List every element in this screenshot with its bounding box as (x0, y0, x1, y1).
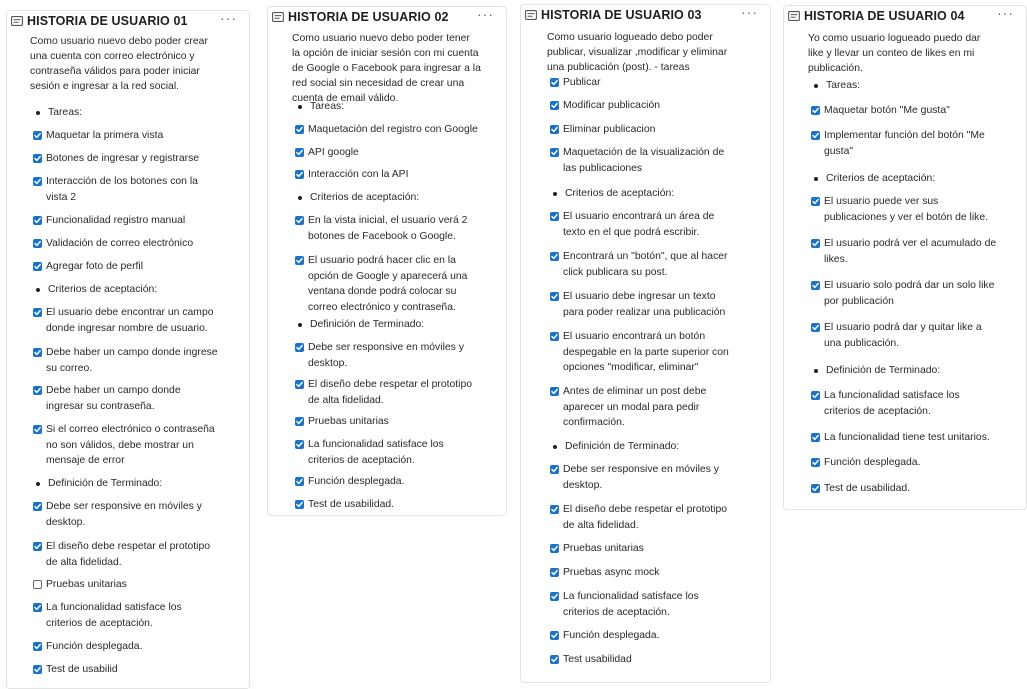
checkbox-checked-icon[interactable] (550, 101, 559, 110)
item-text-line: mensaje de error (46, 455, 125, 466)
checkbox-checked-icon[interactable] (550, 592, 559, 601)
checkbox-checked-icon[interactable] (811, 458, 820, 467)
card-description (808, 31, 1022, 76)
item-text-line: El usuario debe ingresar un texto (563, 291, 716, 302)
card-icon (788, 11, 800, 21)
item-text-line: desktop. (46, 516, 86, 528)
card-header (268, 7, 506, 29)
item-text (563, 249, 762, 280)
card-icon (11, 16, 23, 26)
description-line: una cuenta con correo electrónico y (30, 51, 195, 62)
item-text (826, 363, 1020, 379)
item-text (563, 652, 762, 668)
item-text-line: Test usabilidad (563, 654, 632, 665)
item-text-line: Debe ser responsive en móviles y (563, 464, 719, 475)
item-text-line: La funcionalidad satisface los (563, 591, 699, 602)
item-text (308, 414, 498, 430)
checkbox-checked-icon[interactable] (550, 505, 559, 514)
item-text-line: La funcionalidad satisface los (824, 390, 960, 401)
item-text-line: Pruebas unitarias (308, 416, 389, 427)
item-text-line: Criterios de aceptación: (826, 173, 936, 184)
item-text-line: gusta" (824, 145, 854, 157)
description-line: cuenta de email válido. (292, 93, 399, 104)
item-text-line: Test de usabilidad. (824, 483, 911, 494)
description-line: Como usuario logueado debo poder (547, 32, 713, 43)
description-line: Como usuario nuevo debo poder tener (292, 33, 470, 44)
item-text (563, 462, 762, 493)
checkbox-checked-icon[interactable] (295, 380, 304, 389)
item-text-line: Agregar foto de perfil (46, 261, 144, 272)
story-card[interactable] (783, 5, 1027, 510)
item-text-line: de alta fidelidad. (563, 519, 639, 531)
item-text (824, 430, 1018, 446)
bullet-icon (36, 482, 40, 486)
checkbox-checked-icon[interactable] (550, 655, 559, 664)
item-text-line: correo electrónico y contraseña. (308, 301, 456, 313)
more-options-icon[interactable]: ··· (997, 5, 1014, 21)
item-text-line: opciones "modificar, eliminar" (563, 362, 699, 373)
item-text-line: likes. (824, 253, 848, 265)
item-text-line: Publicar (563, 77, 601, 88)
item-text (46, 662, 241, 678)
bullet-icon (553, 192, 557, 196)
checkbox-checked-icon[interactable] (295, 256, 304, 265)
item-text-line: una publicación. (824, 337, 900, 349)
checkbox-checked-icon[interactable] (550, 387, 559, 396)
checkbox-checked-icon[interactable] (33, 308, 42, 317)
item-text-line: Encontrará un "botón", que al hacer (563, 251, 728, 262)
checkbox-unchecked-icon[interactable] (33, 580, 42, 589)
item-text-line: El usuario puede ver sus (824, 196, 939, 207)
item-text (310, 99, 500, 115)
item-text-line: Tareas: (48, 107, 83, 118)
checkbox-checked-icon[interactable] (33, 348, 42, 357)
item-text-line: Pruebas unitarias (46, 579, 127, 590)
story-card[interactable] (6, 10, 250, 689)
item-text-line: confirmación. (563, 417, 625, 428)
item-text (308, 253, 498, 315)
checkbox-checked-icon[interactable] (811, 484, 820, 493)
description-line: Como usuario nuevo debo poder crear (30, 36, 208, 47)
item-text (824, 236, 1018, 267)
card-title: HISTORIA DE USUARIO 02 (288, 10, 449, 24)
item-text (563, 75, 762, 91)
checkbox-checked-icon[interactable] (295, 170, 304, 179)
description-line: like y llevar un conteo de likes en mi (808, 48, 975, 59)
item-text-line: El usuario encontrará un botón (563, 331, 706, 342)
card-description (30, 34, 244, 94)
item-text-line: Test de usabilidad. (308, 499, 395, 510)
item-text (308, 145, 498, 161)
item-text (563, 628, 762, 644)
item-text-line: Función desplegada. (46, 641, 143, 652)
card-description (292, 31, 502, 106)
item-text (824, 455, 1018, 471)
bullet-icon (36, 111, 40, 115)
checkbox-checked-icon[interactable] (811, 281, 820, 290)
more-options-icon[interactable]: ··· (741, 4, 758, 20)
description-line: la opción de iniciar sesión con mi cuenta (292, 48, 479, 59)
checkbox-checked-icon[interactable] (33, 216, 42, 225)
item-text-line: las publicaciones (563, 162, 643, 174)
checkbox-checked-icon[interactable] (33, 262, 42, 271)
item-text-line: criterios de aceptación. (308, 454, 415, 466)
checkbox-checked-icon[interactable] (811, 239, 820, 248)
item-text-line: click publicara su post. (563, 266, 668, 278)
item-text-line: Debe ser responsive en móviles y (46, 501, 202, 512)
item-text (46, 213, 241, 229)
item-text-line: El usuario debe encontrar un campo (46, 307, 214, 318)
item-text-line: La funcionalidad satisface los (46, 602, 182, 613)
checkbox-checked-icon[interactable] (811, 323, 820, 332)
card-title: HISTORIA DE USUARIO 04 (804, 9, 965, 23)
checkbox-checked-icon[interactable] (33, 603, 42, 612)
item-text-line: criterios de aceptación. (563, 606, 670, 618)
item-text-line: desktop. (308, 357, 348, 369)
item-text (563, 98, 762, 114)
checkbox-checked-icon[interactable] (33, 177, 42, 186)
checkbox-checked-icon[interactable] (811, 391, 820, 400)
item-text-line: El diseño debe respetar el prototipo (308, 379, 473, 390)
checkbox-checked-icon[interactable] (550, 148, 559, 157)
bullet-icon (814, 369, 818, 373)
checkbox-checked-icon[interactable] (550, 125, 559, 134)
more-options-icon[interactable]: ··· (477, 6, 494, 22)
description-line: Yo como usuario logueado puedo dar (808, 33, 981, 44)
item-text (46, 577, 241, 593)
item-text (308, 474, 498, 490)
item-text (46, 174, 241, 205)
checkbox-checked-icon[interactable] (33, 665, 42, 674)
item-text-line: El usuario podrá hacer clic en la (308, 255, 456, 266)
checkbox-checked-icon[interactable] (295, 216, 304, 225)
item-text (824, 128, 1018, 159)
item-text (46, 345, 241, 376)
item-text-line: Interacción con la API (308, 169, 409, 180)
item-text-line: La funcionalidad satisface los (308, 439, 444, 450)
checkbox-checked-icon[interactable] (33, 502, 42, 511)
item-text (308, 437, 498, 468)
checkbox-checked-icon[interactable] (33, 642, 42, 651)
item-text-line: para poder realizar una publicación (563, 306, 726, 318)
story-card[interactable] (520, 4, 771, 683)
description-line: red social sin necesidad de crear una (292, 78, 465, 89)
item-text-line: Tareas: (310, 101, 345, 112)
checkbox-checked-icon[interactable] (550, 252, 559, 261)
item-text (308, 122, 498, 138)
item-text-line: Debe haber un campo donde ingrese (46, 347, 218, 358)
item-text (563, 541, 762, 557)
item-text (46, 259, 241, 275)
bullet-icon (298, 323, 302, 327)
item-text (308, 213, 498, 244)
item-text-line: En la vista inicial, el usuario verá 2 (308, 215, 468, 226)
card-title: HISTORIA DE USUARIO 03 (541, 8, 702, 22)
item-text-line: Maquetar la primera vista (46, 130, 164, 141)
item-text-line: Pruebas unitarias (563, 543, 644, 554)
bullet-icon (298, 105, 302, 109)
card-header (784, 6, 1026, 28)
item-text-line: Maquetar botón "Me gusta" (824, 105, 950, 116)
item-text-line: Criterios de aceptación: (565, 188, 675, 199)
item-text-line: El usuario solo podrá dar un solo like (824, 280, 995, 291)
item-text (563, 502, 762, 533)
checkbox-checked-icon[interactable] (811, 131, 820, 140)
item-text (563, 565, 762, 581)
description-line: publicar, visualizar ,modificar y eliminar (547, 47, 728, 58)
item-text (46, 639, 241, 655)
checkbox-checked-icon[interactable] (811, 433, 820, 442)
checkbox-checked-icon[interactable] (550, 544, 559, 553)
item-text-line: texto en el que podrá escribir. (563, 226, 700, 238)
item-text-line: Función desplegada. (308, 476, 405, 487)
checkbox-checked-icon[interactable] (295, 343, 304, 352)
checkbox-checked-icon[interactable] (295, 477, 304, 486)
checkbox-checked-icon[interactable] (811, 197, 820, 206)
item-text (310, 190, 500, 206)
checkbox-checked-icon[interactable] (33, 131, 42, 140)
item-text (310, 317, 500, 333)
checkbox-checked-icon[interactable] (295, 148, 304, 157)
item-text (308, 340, 498, 371)
item-text-line: El usuario podrá dar y quitar like a (824, 322, 982, 333)
item-text-line: Implementar función del botón "Me (824, 130, 985, 141)
item-text-line: Eliminar publicacion (563, 124, 656, 135)
description-line: de Google o Facebook para ingresar a la (292, 63, 481, 74)
description-line: sesión e ingresar a la red social. (30, 81, 180, 92)
item-text-line: Función desplegada. (824, 457, 921, 468)
story-card[interactable] (267, 6, 507, 516)
bullet-icon (553, 445, 557, 449)
item-text-line: Definición de Terminado: (826, 365, 941, 376)
more-options-icon[interactable]: ··· (220, 10, 237, 26)
item-text (563, 122, 762, 138)
item-text-line: Definición de Terminado: (565, 441, 680, 452)
card-description (547, 30, 768, 75)
checkbox-checked-icon[interactable] (295, 125, 304, 134)
item-text-line: de alta fidelidad. (46, 556, 122, 568)
item-text-line: Test de usabilid (46, 664, 118, 675)
checkbox-checked-icon[interactable] (550, 465, 559, 474)
item-text (824, 388, 1018, 419)
checkbox-checked-icon[interactable] (550, 212, 559, 221)
card-icon (272, 12, 284, 22)
item-text-line: botones de Facebook o Google. (308, 230, 456, 242)
item-text-line: criterios de aceptación. (824, 405, 931, 417)
item-text (563, 289, 762, 320)
bullet-icon (814, 84, 818, 88)
item-text-line: por publicación (824, 295, 894, 307)
item-text (308, 497, 498, 513)
checkbox-checked-icon[interactable] (550, 78, 559, 87)
item-text (46, 539, 241, 570)
item-text (563, 589, 762, 620)
card-icon (525, 10, 537, 20)
item-text-line: El diseño debe respetar el prototipo (46, 541, 211, 552)
item-text-line: Antes de eliminar un post debe (563, 386, 707, 397)
item-text-line: Botones de ingresar y registrarse (46, 153, 200, 164)
item-text (46, 600, 241, 631)
item-text (308, 167, 498, 183)
item-text (824, 103, 1018, 119)
item-text (46, 305, 241, 336)
item-text-line: Definición de Terminado: (48, 478, 163, 489)
description-line: contraseña válidos para poder iniciar (30, 66, 200, 77)
checkbox-checked-icon[interactable] (550, 332, 559, 341)
card-title: HISTORIA DE USUARIO 01 (27, 14, 188, 28)
item-text-line: Validación de correo electrónico (46, 238, 194, 249)
item-text-line: La funcionalidad tiene test unitarios. (824, 432, 990, 443)
checkbox-checked-icon[interactable] (550, 568, 559, 577)
item-text-line: Funcionalidad registro manual (46, 215, 186, 226)
item-text (824, 194, 1018, 225)
item-text-line: Si el correo electrónico o contraseña (46, 424, 215, 435)
checkbox-checked-icon[interactable] (33, 239, 42, 248)
item-text-line: El diseño debe respetar el prototipo (563, 504, 728, 515)
item-text-line: Tareas: (826, 80, 861, 91)
item-text-line: Maquetación del registro con Google (308, 124, 478, 135)
item-text-line: Interacción de los botones con la (46, 176, 198, 187)
description-line: publicación. (808, 63, 863, 74)
checkbox-checked-icon[interactable] (550, 631, 559, 640)
item-text-line: El usuario encontrará un área de (563, 211, 715, 222)
item-text-line: desktop. (563, 479, 603, 491)
item-text-line: ventana donde podrá colocar su (308, 286, 457, 297)
item-text-line: Debe haber un campo donde (46, 385, 181, 396)
checkbox-checked-icon[interactable] (33, 425, 42, 434)
item-text-line: El usuario podrá ver el acumulado de (824, 238, 997, 249)
item-text (46, 383, 241, 414)
item-text-line: criterios de aceptación. (46, 617, 153, 629)
checkbox-checked-icon[interactable] (33, 542, 42, 551)
item-text-line: Criterios de aceptación: (310, 192, 420, 203)
item-text (48, 105, 243, 121)
item-text (46, 499, 241, 530)
item-text-line: Función desplegada. (563, 630, 660, 641)
item-text-line: Criterios de aceptación: (48, 284, 158, 295)
item-text (563, 384, 762, 431)
item-text-line: vista 2 (46, 191, 77, 203)
item-text (46, 236, 241, 252)
item-text (46, 151, 241, 167)
card-header (521, 5, 770, 27)
checkbox-checked-icon[interactable] (33, 154, 42, 163)
item-text-line: Maquetación de la visualización de (563, 147, 725, 158)
item-text (308, 377, 498, 408)
item-text (48, 282, 243, 298)
item-text (563, 329, 762, 376)
checkbox-checked-icon[interactable] (550, 292, 559, 301)
item-text (565, 186, 764, 202)
item-text (48, 476, 243, 492)
checkbox-checked-icon[interactable] (295, 440, 304, 449)
card-header (7, 11, 249, 33)
bullet-icon (36, 288, 40, 292)
item-text (563, 145, 762, 176)
item-text (46, 128, 241, 144)
item-text-line: su correo. (46, 362, 93, 374)
description-line: una publicación (post). - tareas (547, 62, 690, 73)
bullet-icon (298, 196, 302, 200)
bullet-icon (814, 177, 818, 181)
item-text-line: ingresar su contraseña. (46, 400, 155, 412)
item-text-line: de alta fidelidad. (308, 394, 384, 406)
item-text (824, 320, 1018, 351)
item-text-line: Modificar publicación (563, 100, 661, 111)
item-text-line: despegable en la parte superior con (563, 346, 729, 358)
item-text (824, 278, 1018, 309)
item-text (824, 481, 1018, 497)
item-text-line: opción de Google y aparecerá una (308, 270, 468, 282)
checkbox-checked-icon[interactable] (295, 500, 304, 509)
item-text-line: Pruebas async mock (563, 567, 660, 578)
item-text-line: Definición de Terminado: (310, 319, 425, 330)
item-text-line: Debe ser responsive en móviles y (308, 342, 464, 353)
item-text-line: API google (308, 147, 359, 158)
checkbox-checked-icon[interactable] (811, 106, 820, 115)
item-text (46, 422, 241, 469)
item-text (826, 78, 1020, 94)
item-text (826, 171, 1020, 187)
item-text-line: publicaciones y ver el botón de like. (824, 211, 989, 223)
item-text-line: aparecer un modal para pedir (563, 401, 700, 413)
item-text-line: donde ingresar nombre de usuario. (46, 322, 208, 334)
item-text (565, 439, 764, 455)
checkbox-checked-icon[interactable] (295, 417, 304, 426)
item-text-line: no son válidos, debe mostrar un (46, 439, 194, 451)
item-text (563, 209, 762, 240)
checkbox-checked-icon[interactable] (33, 386, 42, 395)
